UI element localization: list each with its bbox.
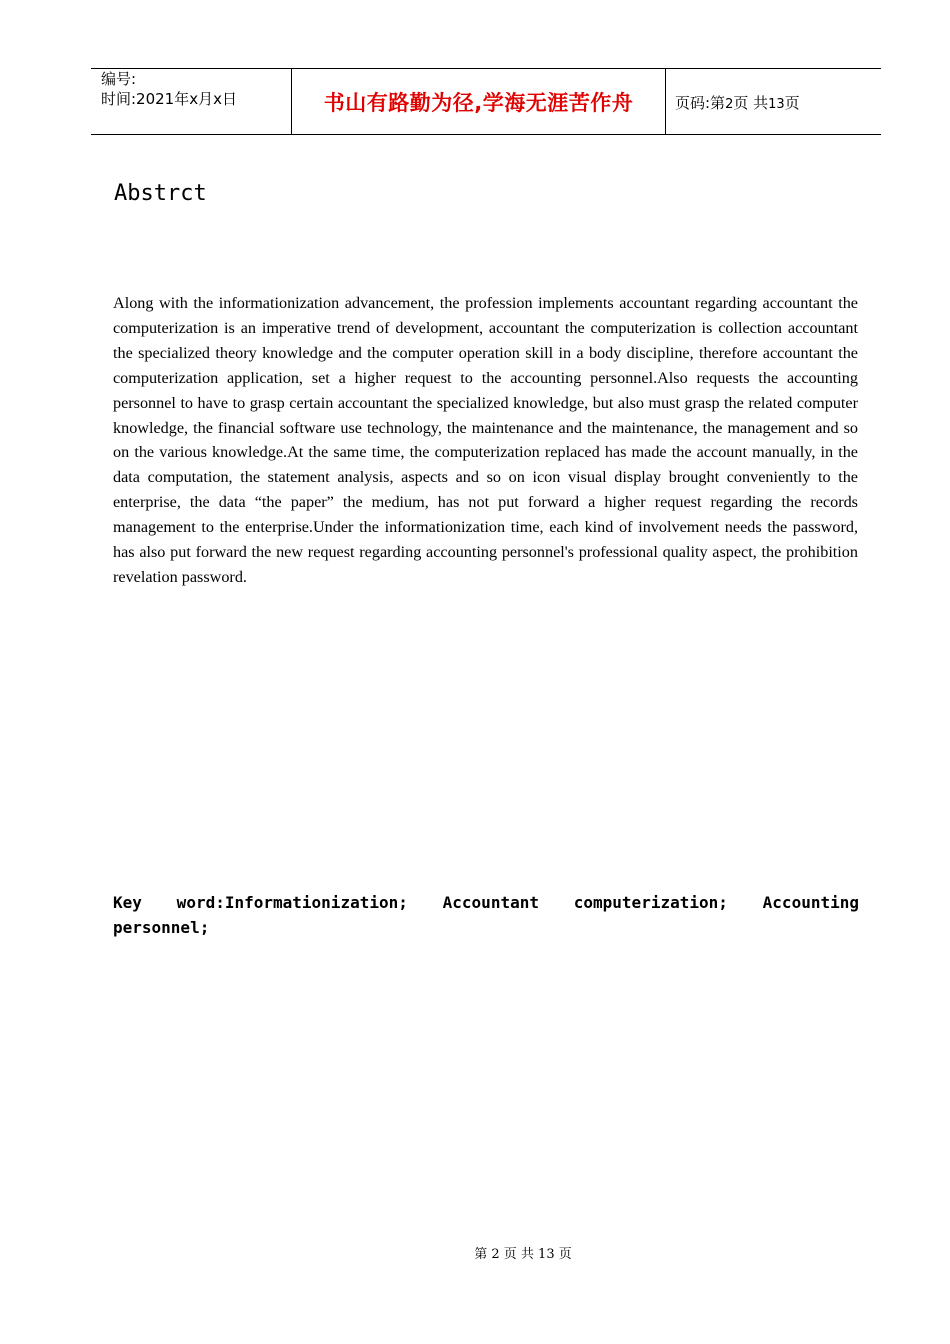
- motto: 书山有路勤为径,学海无涯苦作舟: [323, 91, 634, 115]
- serial-label: 编号:: [101, 70, 137, 88]
- header-meta-cell: [91, 69, 292, 134]
- header-page-cell: [666, 69, 881, 134]
- page-header: [91, 68, 881, 135]
- header-motto-cell: [292, 69, 666, 134]
- page-current: 2: [725, 97, 734, 112]
- abstract-paragraph: Along with the informationization advancement, the profession implements accountant regarding accountant the computerization is an imperative trend of development, accountant the computerization is collection accountant the specialized theory knowledge and the computer operation skill in a body discipline, therefore accountant the computerization application, set a higher request to the accounting personnel.Also requests the accounting personnel to have to grasp certain accountant the specialized knowledge, but also must grasp the related computer knowledge, the financial software use technology, the maintenance and the maintenance, the management and so on the various knowledge.At the same time, the computerization replaced has made the account manually, in the data computation, the statement analysis, aspects and so on icon visual display brought conveniently to the enterprise, the data “the paper” the medium, has not put forward a higher request regarding the records management to the enterprise.Under the informationization time, each kind of involvement needs the password, has also put forward the new request regarding accounting personnel's professional quality aspect, the prohibition revelation password.: [113, 294, 858, 586]
- keywords: Key word:Informationization; Accountant computerization; Accounting personnel;: [113, 893, 859, 937]
- page-suffix: 页: [784, 94, 800, 112]
- page-total: 13: [768, 97, 785, 112]
- date-label: 时间:2021年x月x日: [101, 90, 237, 108]
- section-title: Abstrct: [114, 181, 207, 206]
- page-info: [675, 93, 800, 115]
- page-mid: 页 共: [733, 94, 769, 112]
- page-footer: 第 2 页 共 13 页: [474, 1247, 572, 1262]
- page-prefix: 页码:第: [675, 94, 726, 112]
